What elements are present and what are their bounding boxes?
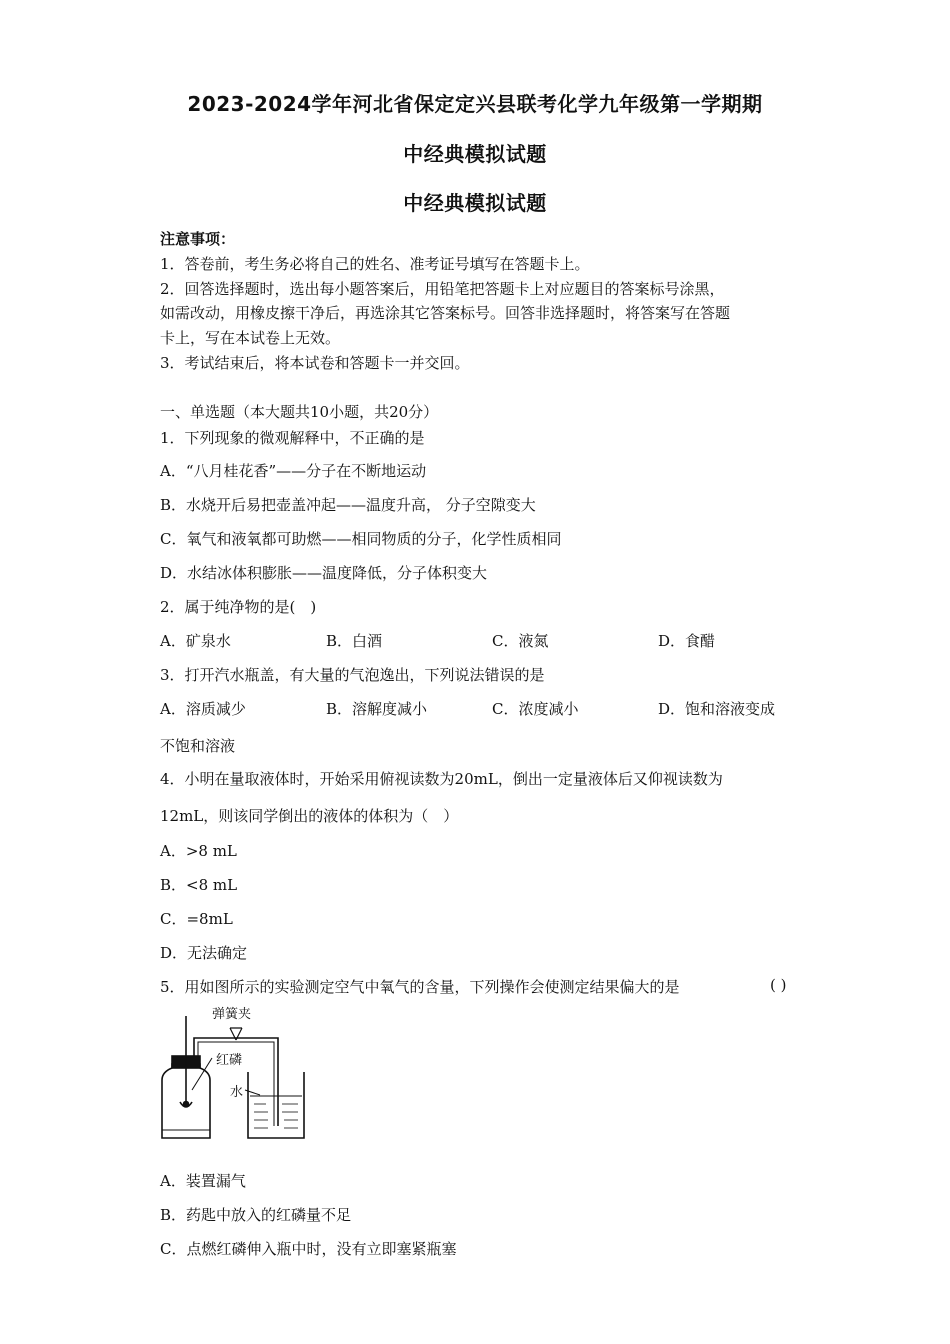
phosphorus-label: 红磷	[216, 1053, 243, 1068]
question-5-stem: 5．用如图所示的实验测定空气中氧气的含量，下列操作会使测定结果偏大的是	[160, 978, 680, 996]
question-3-stem: 3．打开汽水瓶盖，有大量的气泡逸出，下列说法错误的是	[160, 666, 545, 684]
question-5-option-c: C．点燃红磷伸入瓶中时，没有立即塞紧瓶塞	[160, 1240, 457, 1258]
question-2-option-b: B．白酒	[326, 632, 383, 650]
question-3-option-d-continuation: 不饱和溶液	[160, 737, 236, 755]
question-4-option-d: D．无法确定	[160, 944, 248, 962]
exam-title-line3: 中经典模拟试题	[403, 191, 547, 215]
question-1-option-d: D．水结冰体积膨胀——温度降低，分子体积变大	[160, 564, 488, 582]
question-2-option-a: A．矿泉水	[160, 632, 231, 650]
question-1-option-b: B．水烧开后易把壶盖冲起——温度升高， 分子空隙变大	[160, 496, 536, 514]
clamp-label: 弹簧夹	[212, 1007, 252, 1022]
question-2-option-c: C．液氮	[492, 632, 549, 650]
question-2-stem: 2．属于纯净物的是( )	[160, 598, 317, 616]
water-label: 水	[230, 1085, 244, 1100]
question-5-answer-paren: ( )	[770, 976, 787, 994]
question-4-option-a: A．>8 mL	[160, 842, 237, 860]
question-3-option-d: D．饱和溶液变成	[658, 700, 776, 718]
question-1-stem: 1．下列现象的微观解释中，不正确的是	[160, 429, 425, 447]
question-5-option-b: B．药匙中放入的红磷量不足	[160, 1206, 352, 1224]
notice-item: 1．答卷前，考生务必将自己的姓名、准考证号填写在答题卡上。	[160, 255, 590, 273]
question-4-option-b: B．<8 mL	[160, 876, 238, 894]
exam-title-line2: 中经典模拟试题	[403, 142, 547, 166]
exam-title-line1: 2023-2024学年河北省保定定兴县联考化学九年级第一学期期	[187, 92, 763, 116]
question-4-stem-line1: 4．小明在量取液体时，开始采用俯视读数为20mL，倒出一定量液体后又仰视读数为	[160, 770, 723, 788]
question-2-option-d: D．食醋	[658, 632, 716, 650]
notice-item: 2．回答选择题时，选出每小题答案后，用铅笔把答题卡上对应题目的答案标号涂黑，	[160, 280, 725, 298]
question-4-stem-line2: 12mL，则该同学倒出的液体的体积为（ ）	[160, 807, 459, 825]
question-3-option-b: B．溶解度减小	[326, 700, 428, 718]
question-3-option-a: A．溶质减少	[160, 700, 246, 718]
question-4-option-c: C．=8mL	[160, 910, 233, 928]
notice-item: 3．考试结束后，将本试卷和答题卡一并交回。	[160, 354, 470, 372]
question-1-option-c: C．氧气和液氧都可助燃——相同物质的分子，化学性质相同	[160, 530, 562, 548]
section-heading: 一、单选题（本大题共10小题，共20分）	[160, 403, 439, 421]
question-3-option-c: C．浓度减小	[492, 700, 579, 718]
notice-heading: 注意事项：	[160, 230, 236, 248]
question-1-option-a: A．“八月桂花香”——分子在不断地运动	[160, 462, 427, 480]
question-5-option-a: A．装置漏气	[160, 1172, 246, 1190]
connecting-tube	[194, 1038, 278, 1126]
notice-item: 如需改动，用橡皮擦干净后，再选涂其它答案标号。回答非选择题时，将答案写在答题	[160, 304, 731, 322]
oxygen-experiment-figure	[150, 1000, 330, 1145]
notice-item: 卡上，写在本试卷上无效。	[160, 329, 341, 347]
